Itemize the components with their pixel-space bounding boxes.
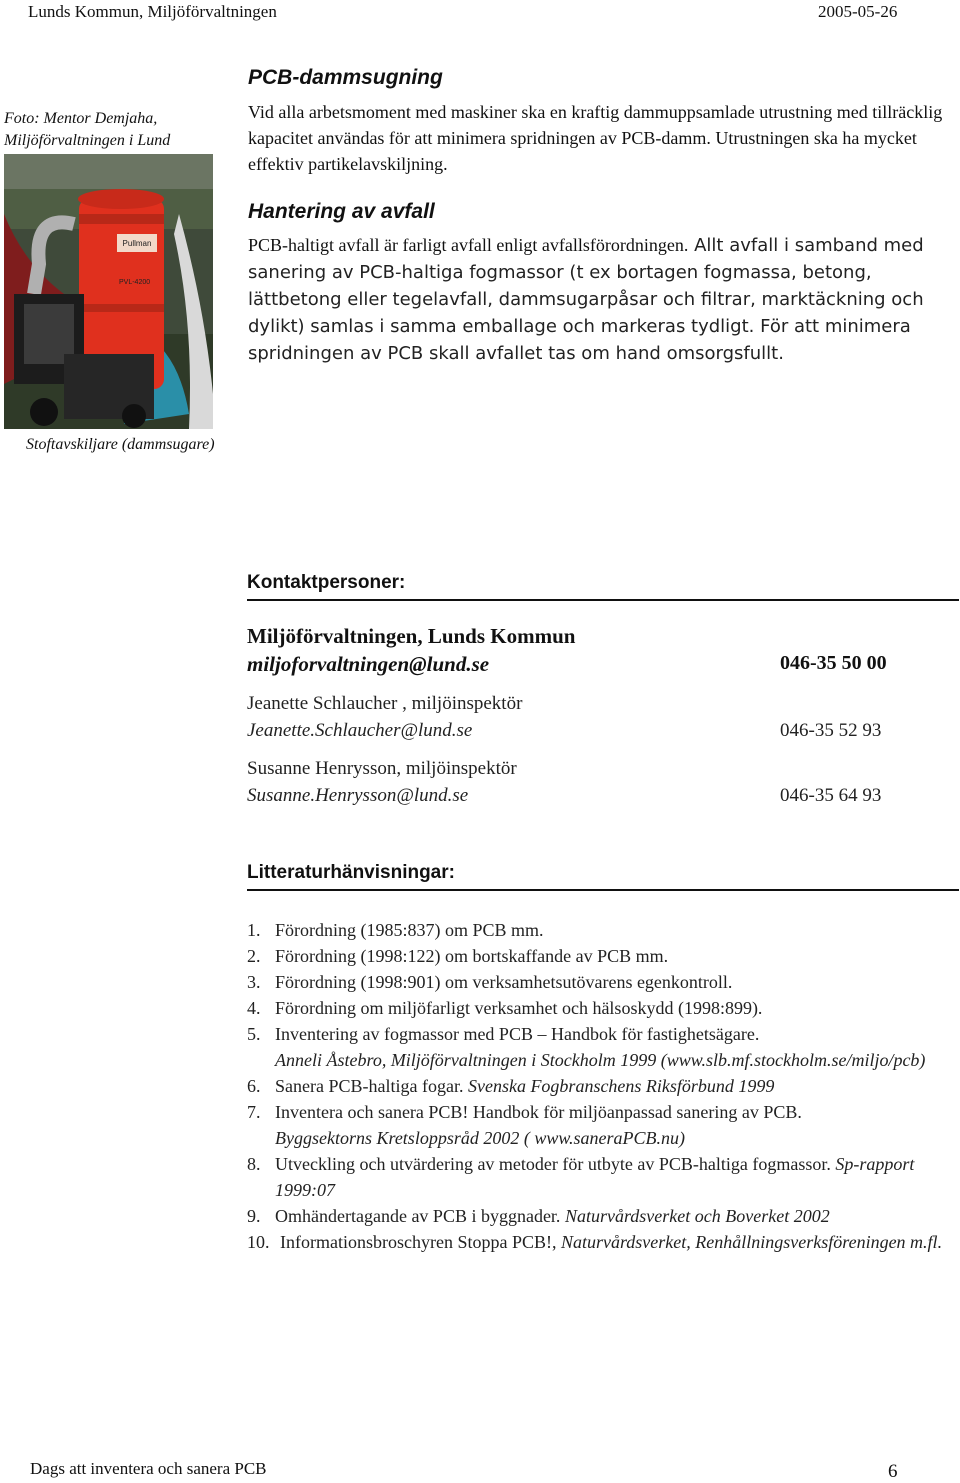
photo-caption: Stoftavskiljare (dammsugare): [26, 436, 215, 453]
photo-credit-line: Miljöförvaltningen i Lund: [4, 132, 171, 149]
literature-item-text: Inventering av fogmassor med PCB – Handbok för fastighetsägare.: [275, 1024, 760, 1044]
literature-item-text: Förordning (1985:837) om PCB mm.: [275, 920, 544, 940]
literature-item-text: Informationsbroschyren Stoppa PCB!,: [280, 1232, 561, 1252]
literature-item-source: Sp-rapport 1999:07: [275, 1154, 915, 1200]
literature-item-source: Svenska Fogbranschens Riksförbund 1999: [467, 1076, 775, 1096]
literature-item: [247, 1021, 959, 1073]
org-email-link[interactable]: miljoforvaltningen@lund.se: [247, 652, 490, 676]
literature-item-text: Förordning (1998:122) om bortskaffande av PCB mm.: [275, 946, 669, 966]
literature-item-number: 1.: [247, 920, 261, 940]
org-phone: 046-35 50 00: [780, 652, 887, 674]
contact-person-phone: 046-35 64 93: [780, 785, 882, 806]
literature-item-source: Byggsektorns Kretsloppsråd 2002 ( www.saneraPCB.nu): [275, 1128, 685, 1148]
literature-item: [247, 1073, 959, 1099]
vacuum-photo: [4, 154, 213, 429]
literature-item-number: 10.: [247, 1232, 270, 1252]
literature-item-number: 5.: [247, 1024, 261, 1044]
literature-item-text: Omhändertagande av PCB i byggnader.: [275, 1206, 565, 1226]
contact-person-name: Susanne Henrysson, miljöinspektör: [247, 758, 517, 779]
literature-item-number: 7.: [247, 1102, 261, 1122]
literature-item: [247, 917, 959, 943]
literature-item: [247, 1203, 959, 1229]
section-title-pcb-vacuuming: PCB-dammsugning: [248, 66, 443, 89]
waste-body-details: Allt avfall i samband med sanering av PCB-haltiga fogmassor (t ex bortagen fogmassa, betong, lättbetong eller tegelavfall, dammsugarpåsar och filtrar, marktäckning och dylikt) samlas i samma emballage och markeras tydligt. För att minimera spridningen av PCB skall avfallet tas om hand omsorgsfullt.: [248, 235, 924, 364]
section-body-pcb-vacuuming: Vid alla arbetsmoment med maskiner ska en kraftig dammuppsamlade utrustning med tillräcklig kapacitet användas för att minimera spridningen av PCB-damm. Utrustningen ska ha mycket effektiv partikelavskiljning.: [248, 102, 943, 174]
literature-item-text: Sanera PCB-haltiga fogar.: [275, 1076, 468, 1096]
header-left: Lunds Kommun, Miljöförvaltningen: [28, 2, 277, 21]
literature-item-source: Anneli Åstebro, Miljöförvaltningen i Stockholm 1999 (www.slb.mf.stockholm.se/miljo/pcb): [275, 1050, 926, 1070]
literature-item: [247, 1229, 959, 1255]
footer-title: Dags att inventera och sanera PCB: [30, 1459, 267, 1478]
contact-person-email-link[interactable]: Jeanette.Schlaucher@lund.se: [247, 720, 473, 741]
contact-person-email-link[interactable]: Susanne.Henrysson@lund.se: [247, 785, 469, 806]
literature-item-source: Naturvårdsverket och Boverket 2002: [564, 1206, 830, 1226]
literature-item: [247, 1151, 959, 1203]
literature-item: [247, 1099, 959, 1151]
literature-list: [247, 917, 959, 1255]
photo-credit-line: Foto: Mentor Demjaha,: [4, 110, 158, 127]
literature-item-number: 6.: [247, 1076, 261, 1096]
literature-item: [247, 995, 959, 1021]
literature-item-number: 3.: [247, 972, 261, 992]
literature-item-number: 9.: [247, 1206, 261, 1226]
org-name: Miljöförvaltningen, Lunds Kommun: [247, 624, 576, 648]
header-date: 2005-05-26: [818, 2, 898, 21]
literature-item: [247, 943, 959, 969]
literature-item-text: Utveckling och utvärdering av metoder för utbyte av PCB-haltiga fogmassor.: [275, 1154, 836, 1174]
contact-person-name: Jeanette Schlaucher , miljöinspektör: [247, 693, 523, 714]
literature-item-number: 2.: [247, 946, 261, 966]
literature-item-source: Naturvårdsverket, Renhållningsverksföreningen m.fl.: [560, 1232, 943, 1252]
literature-item-number: 8.: [247, 1154, 261, 1174]
literature-item-text: Förordning om miljöfarligt verksamhet och hälsoskydd (1998:899).: [275, 998, 763, 1018]
photo-label-brand: Pullman: [122, 239, 152, 248]
page-number: 6: [888, 1461, 898, 1482]
section-body-waste-handling: [248, 232, 954, 367]
waste-body-intro: PCB-haltigt avfall är farligt avfall enligt avfallsförordningen.: [248, 235, 689, 255]
contacts-heading: Kontaktpersoner:: [247, 572, 959, 601]
section-title-waste-handling: Hantering av avfall: [248, 200, 435, 223]
contact-person-phone: 046-35 52 93: [780, 720, 882, 741]
photo-credit: [4, 108, 204, 152]
literature-item-text: Inventera och sanera PCB! Handbok för miljöanpassad sanering av PCB.: [275, 1102, 802, 1122]
literature-item-text: Förordning (1998:901) om verksamhetsutövarens egenkontroll.: [275, 972, 733, 992]
photo-label-model: PVL-4200: [119, 279, 151, 286]
literature-item: [247, 969, 959, 995]
literature-item-number: 4.: [247, 998, 261, 1018]
literature-heading: Litteraturhänvisningar:: [247, 862, 959, 891]
